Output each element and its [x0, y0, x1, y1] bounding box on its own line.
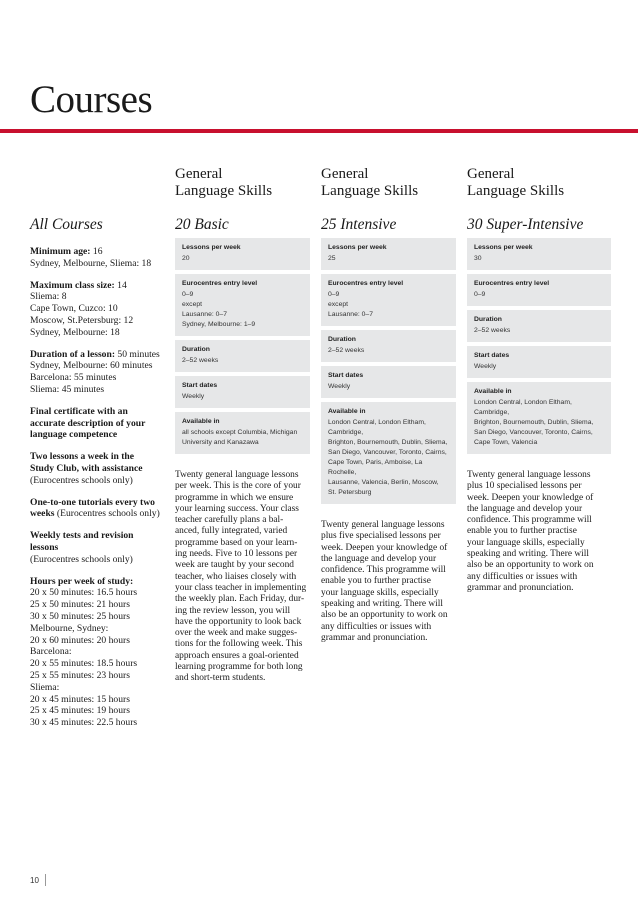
desc-line: programme based on your learn-	[175, 537, 298, 548]
program-name-spacer	[30, 166, 160, 202]
info-box-line: Cape Town, Valencia	[474, 439, 538, 446]
info-box-title: Available in	[474, 388, 512, 395]
info-box-line: all schools except Columbia, Michigan	[182, 429, 298, 436]
program-name	[175, 166, 310, 202]
info-box-duration	[321, 330, 456, 362]
info-box-title: Duration	[182, 346, 210, 353]
info-box-line: 2–52 weeks	[182, 357, 219, 364]
info-box-duration	[467, 310, 611, 342]
fact-line: Sydney, Melbourne: 60 minutes	[30, 360, 153, 372]
info-box-start-dates	[175, 376, 310, 408]
program-name-line: Language Skills	[467, 183, 565, 199]
fact-item	[30, 576, 160, 729]
fact-label: Weekly tests and revision lessons	[30, 530, 134, 553]
info-box-line: Weekly	[182, 393, 205, 400]
fact-value: 16	[92, 246, 103, 257]
program-name-line: General	[467, 166, 515, 182]
desc-line: over the week and make sugges-	[175, 628, 298, 639]
desc-line: teacher, who liaises closely with	[175, 571, 297, 582]
info-box-line: 2–52 weeks	[328, 347, 365, 354]
course-description	[175, 470, 310, 685]
fact-line: 20 x 60 minutes: 20 hours	[30, 634, 130, 646]
info-box-line: 0–9	[474, 291, 486, 298]
fact-line: 30 x 45 minutes: 22.5 hours	[30, 717, 138, 729]
desc-line: per week. This is the core of your	[175, 481, 301, 492]
fact-line: 25 x 50 minutes: 21 hours	[30, 599, 130, 611]
desc-line: speaking and writing. There will	[321, 599, 443, 610]
desc-line: any difficulties or issues with	[321, 621, 432, 632]
info-box-line: 0–9	[328, 291, 340, 298]
info-box-line: University and Kanazawa	[182, 439, 259, 446]
desc-line: enable you to further practise	[321, 576, 431, 587]
info-box-title: Eurocentres entry level	[182, 280, 258, 287]
desc-line: your learning success. Your class	[175, 503, 299, 514]
program-name-line: Language Skills	[321, 183, 419, 199]
course-description	[467, 470, 611, 594]
info-box-line: London Central, London Eltham, Cambridge,	[328, 419, 426, 436]
fact-label: Two lessons a week in the Study Club, with assistance	[30, 451, 143, 474]
info-box-title: Start dates	[182, 382, 218, 389]
fact-item	[30, 497, 160, 521]
column-all-courses	[30, 166, 160, 739]
desc-line: confidence. This programme will	[467, 515, 592, 526]
fact-line: Sydney, Melbourne: 18	[30, 326, 120, 338]
desc-line: plus five specialised lessons per	[321, 531, 441, 542]
fact-value: 14	[117, 279, 127, 291]
fact-line: Barcelona:	[30, 646, 72, 658]
info-box-line: San Diego, Vancouver, Toronto, Cairns,	[328, 449, 447, 456]
info-box-title: Duration	[474, 316, 502, 323]
info-box-line: Brighton, Bournemouth, Dublin, Sliema,	[474, 419, 594, 426]
info-box-line: except	[328, 301, 349, 308]
info-box-title: Eurocentres entry level	[328, 280, 404, 287]
info-box-title: Available in	[328, 408, 366, 415]
fact-line: Barcelona: 55 minutes	[30, 372, 117, 384]
info-box-title: Duration	[328, 336, 356, 343]
fact-label: Minimum age:	[30, 246, 91, 257]
page-title: Courses	[30, 78, 153, 121]
info-boxes	[321, 238, 456, 504]
desc-line: anced, fully integrated, varied	[175, 526, 288, 537]
info-box-line: 20	[182, 255, 190, 262]
fact-line: Cape Town, Cuzco: 10	[30, 303, 118, 315]
desc-line: speaking and writing. There will	[467, 549, 589, 560]
info-boxes	[175, 238, 310, 454]
fact-item	[30, 406, 160, 441]
fact-label: One-to-one tutorials every two weeks	[30, 496, 155, 520]
program-name	[467, 166, 611, 202]
info-box-start-dates	[467, 346, 611, 378]
desc-line: Twenty general language lessons	[175, 470, 299, 480]
desc-line: also be an opportunity to work on	[467, 560, 594, 571]
info-box-line: Sydney, Melbourne: 1–9	[182, 321, 256, 328]
desc-line: Twenty general language lessons	[321, 520, 445, 530]
column-heading: 25 Intensive	[321, 216, 397, 233]
info-box-lessons	[467, 238, 611, 270]
desc-line: have the opportunity to look back	[175, 616, 302, 627]
fact-line: Sliema: 8	[30, 291, 67, 303]
desc-line: approach ensures a goal-oriented	[175, 650, 299, 661]
info-box-line: St. Petersburg	[328, 489, 372, 496]
fact-line: (Eurocentres schools only)	[30, 553, 133, 565]
course-description	[321, 520, 456, 644]
fact-item	[30, 280, 160, 339]
header-rule	[0, 129, 638, 133]
desc-line: also be an opportunity to work on	[321, 610, 448, 621]
fact-item	[30, 349, 160, 396]
info-box-title: Start dates	[474, 352, 510, 359]
program-name-line: General	[321, 166, 369, 182]
fact-item	[30, 451, 160, 486]
info-box-line: Cape Town, Paris, Amboise, La Rochelle,	[328, 459, 423, 476]
fact-line: 20 x 50 minutes: 16.5 hours	[30, 587, 138, 599]
column-heading: 30 Super-Intensive	[467, 216, 584, 233]
desc-line: grammar and pronunciation.	[321, 632, 428, 643]
fact-label: Maximum class size:	[30, 279, 115, 291]
info-box-title: Eurocentres entry level	[474, 280, 550, 287]
desc-line: and short-term students.	[175, 673, 266, 684]
desc-line: grammar and pronunciation.	[467, 582, 574, 593]
desc-line: week are taught by your second	[175, 560, 294, 571]
info-box-entry-level	[175, 274, 310, 336]
fact-line: Sydney, Melbourne, Sliema: 18	[30, 257, 152, 269]
fact-line: 30 x 50 minutes: 25 hours	[30, 610, 130, 622]
desc-line: teacher carefully plans a bal-	[175, 515, 284, 526]
desc-line: any difficulties or issues with	[467, 571, 578, 582]
column-25-intensive	[321, 166, 456, 644]
desc-line: week. Deepen your knowledge of	[467, 492, 594, 503]
info-box-line: Brighton, Bournemouth, Dublin, Sliema,	[328, 439, 448, 446]
info-box-line: Lausanne: 0–7	[328, 311, 373, 318]
info-box-available-in	[175, 412, 310, 454]
desc-line: Twenty general language lessons	[467, 470, 591, 480]
info-box-line: 2–52 weeks	[474, 327, 511, 334]
column-heading: 20 Basic	[175, 216, 229, 233]
info-box-title: Lessons per week	[182, 244, 241, 251]
fact-label: Hours per week of study:	[30, 575, 134, 587]
info-box-line: Weekly	[474, 363, 497, 370]
info-box-line: Lausanne: 0–7	[182, 311, 227, 318]
info-box-line: Weekly	[328, 383, 351, 390]
info-box-entry-level	[467, 274, 611, 306]
program-name-line: Language Skills	[175, 183, 273, 199]
fact-line: Moscow, St.Petersburg: 12	[30, 314, 134, 326]
desc-line: plus 10 specialised lessons per	[467, 481, 582, 492]
info-box-title: Lessons per week	[474, 244, 533, 251]
desc-line: ing needs. Five to 10 lessons per	[175, 549, 298, 560]
fact-line: 20 x 55 minutes: 18.5 hours	[30, 658, 138, 670]
info-box-line: 0–9	[182, 291, 194, 298]
info-box-line: London Central, London Eltham, Cambridge,	[474, 399, 572, 416]
column-30-super-intensive	[467, 166, 611, 594]
fact-item	[30, 246, 160, 270]
fact-item	[30, 530, 160, 565]
program-name-line: General	[175, 166, 223, 182]
info-box-line: 30	[474, 255, 482, 262]
desc-line: the language and develop your	[321, 553, 437, 564]
fact-line: Sliema: 45 minutes	[30, 383, 105, 395]
desc-line: confidence. This programme will	[321, 565, 446, 576]
facts-list	[30, 246, 160, 729]
info-box-line: 25	[328, 255, 336, 262]
desc-line: your language skills, especially	[321, 587, 439, 598]
info-box-available-in	[321, 402, 456, 504]
info-box-line: except	[182, 301, 203, 308]
column-heading: All Courses	[30, 216, 103, 233]
desc-line: your class teacher in implementing	[175, 582, 307, 593]
fact-value: 50 minutes	[117, 348, 160, 360]
desc-line: learning programme for both long	[175, 662, 303, 673]
info-box-title: Start dates	[328, 372, 364, 379]
info-box-available-in	[467, 382, 611, 454]
info-box-duration	[175, 340, 310, 372]
fact-line: Sliema:	[30, 681, 60, 693]
program-name	[321, 166, 456, 202]
desc-line: the weekly plan. Each Friday, dur-	[175, 594, 305, 605]
info-box-lessons	[175, 238, 310, 270]
desc-line: week. Deepen your knowledge of	[321, 542, 448, 553]
info-box-title: Lessons per week	[328, 244, 387, 251]
info-box-start-dates	[321, 366, 456, 398]
fact-line: 25 x 45 minutes: 19 hours	[30, 705, 130, 717]
desc-line: your language skills, especially	[467, 537, 585, 548]
fact-line: 20 x 45 minutes: 15 hours	[30, 693, 130, 705]
info-box-lessons	[321, 238, 456, 270]
desc-line: programme in which we ensure	[175, 492, 294, 503]
desc-line: tions for the following week. This	[175, 639, 303, 650]
info-box-line: Lausanne, Valencia, Berlin, Moscow,	[328, 479, 439, 486]
info-box-entry-level	[321, 274, 456, 326]
fact-line: (Eurocentres schools only)	[30, 474, 133, 486]
fact-label: Final certificate with an accurate description of your language competence	[30, 405, 146, 441]
fact-label: Duration of a lesson:	[30, 348, 116, 360]
page-number-divider	[45, 874, 46, 886]
desc-line: the language and develop your	[467, 503, 583, 514]
info-boxes	[467, 238, 611, 454]
fact-line: Melbourne, Sydney:	[30, 622, 109, 634]
desc-line: enable you to further practise	[467, 526, 577, 537]
page-number: 10	[30, 876, 39, 885]
desc-line: ing the review lesson, you will	[175, 605, 291, 616]
fact-line: 25 x 55 minutes: 23 hours	[30, 669, 130, 681]
info-box-line: San Diego, Vancouver, Toronto, Cairns,	[474, 429, 593, 436]
fact-value: (Eurocentres schools only)	[56, 508, 160, 520]
info-box-title: Available in	[182, 418, 220, 425]
column-20-basic	[175, 166, 310, 685]
